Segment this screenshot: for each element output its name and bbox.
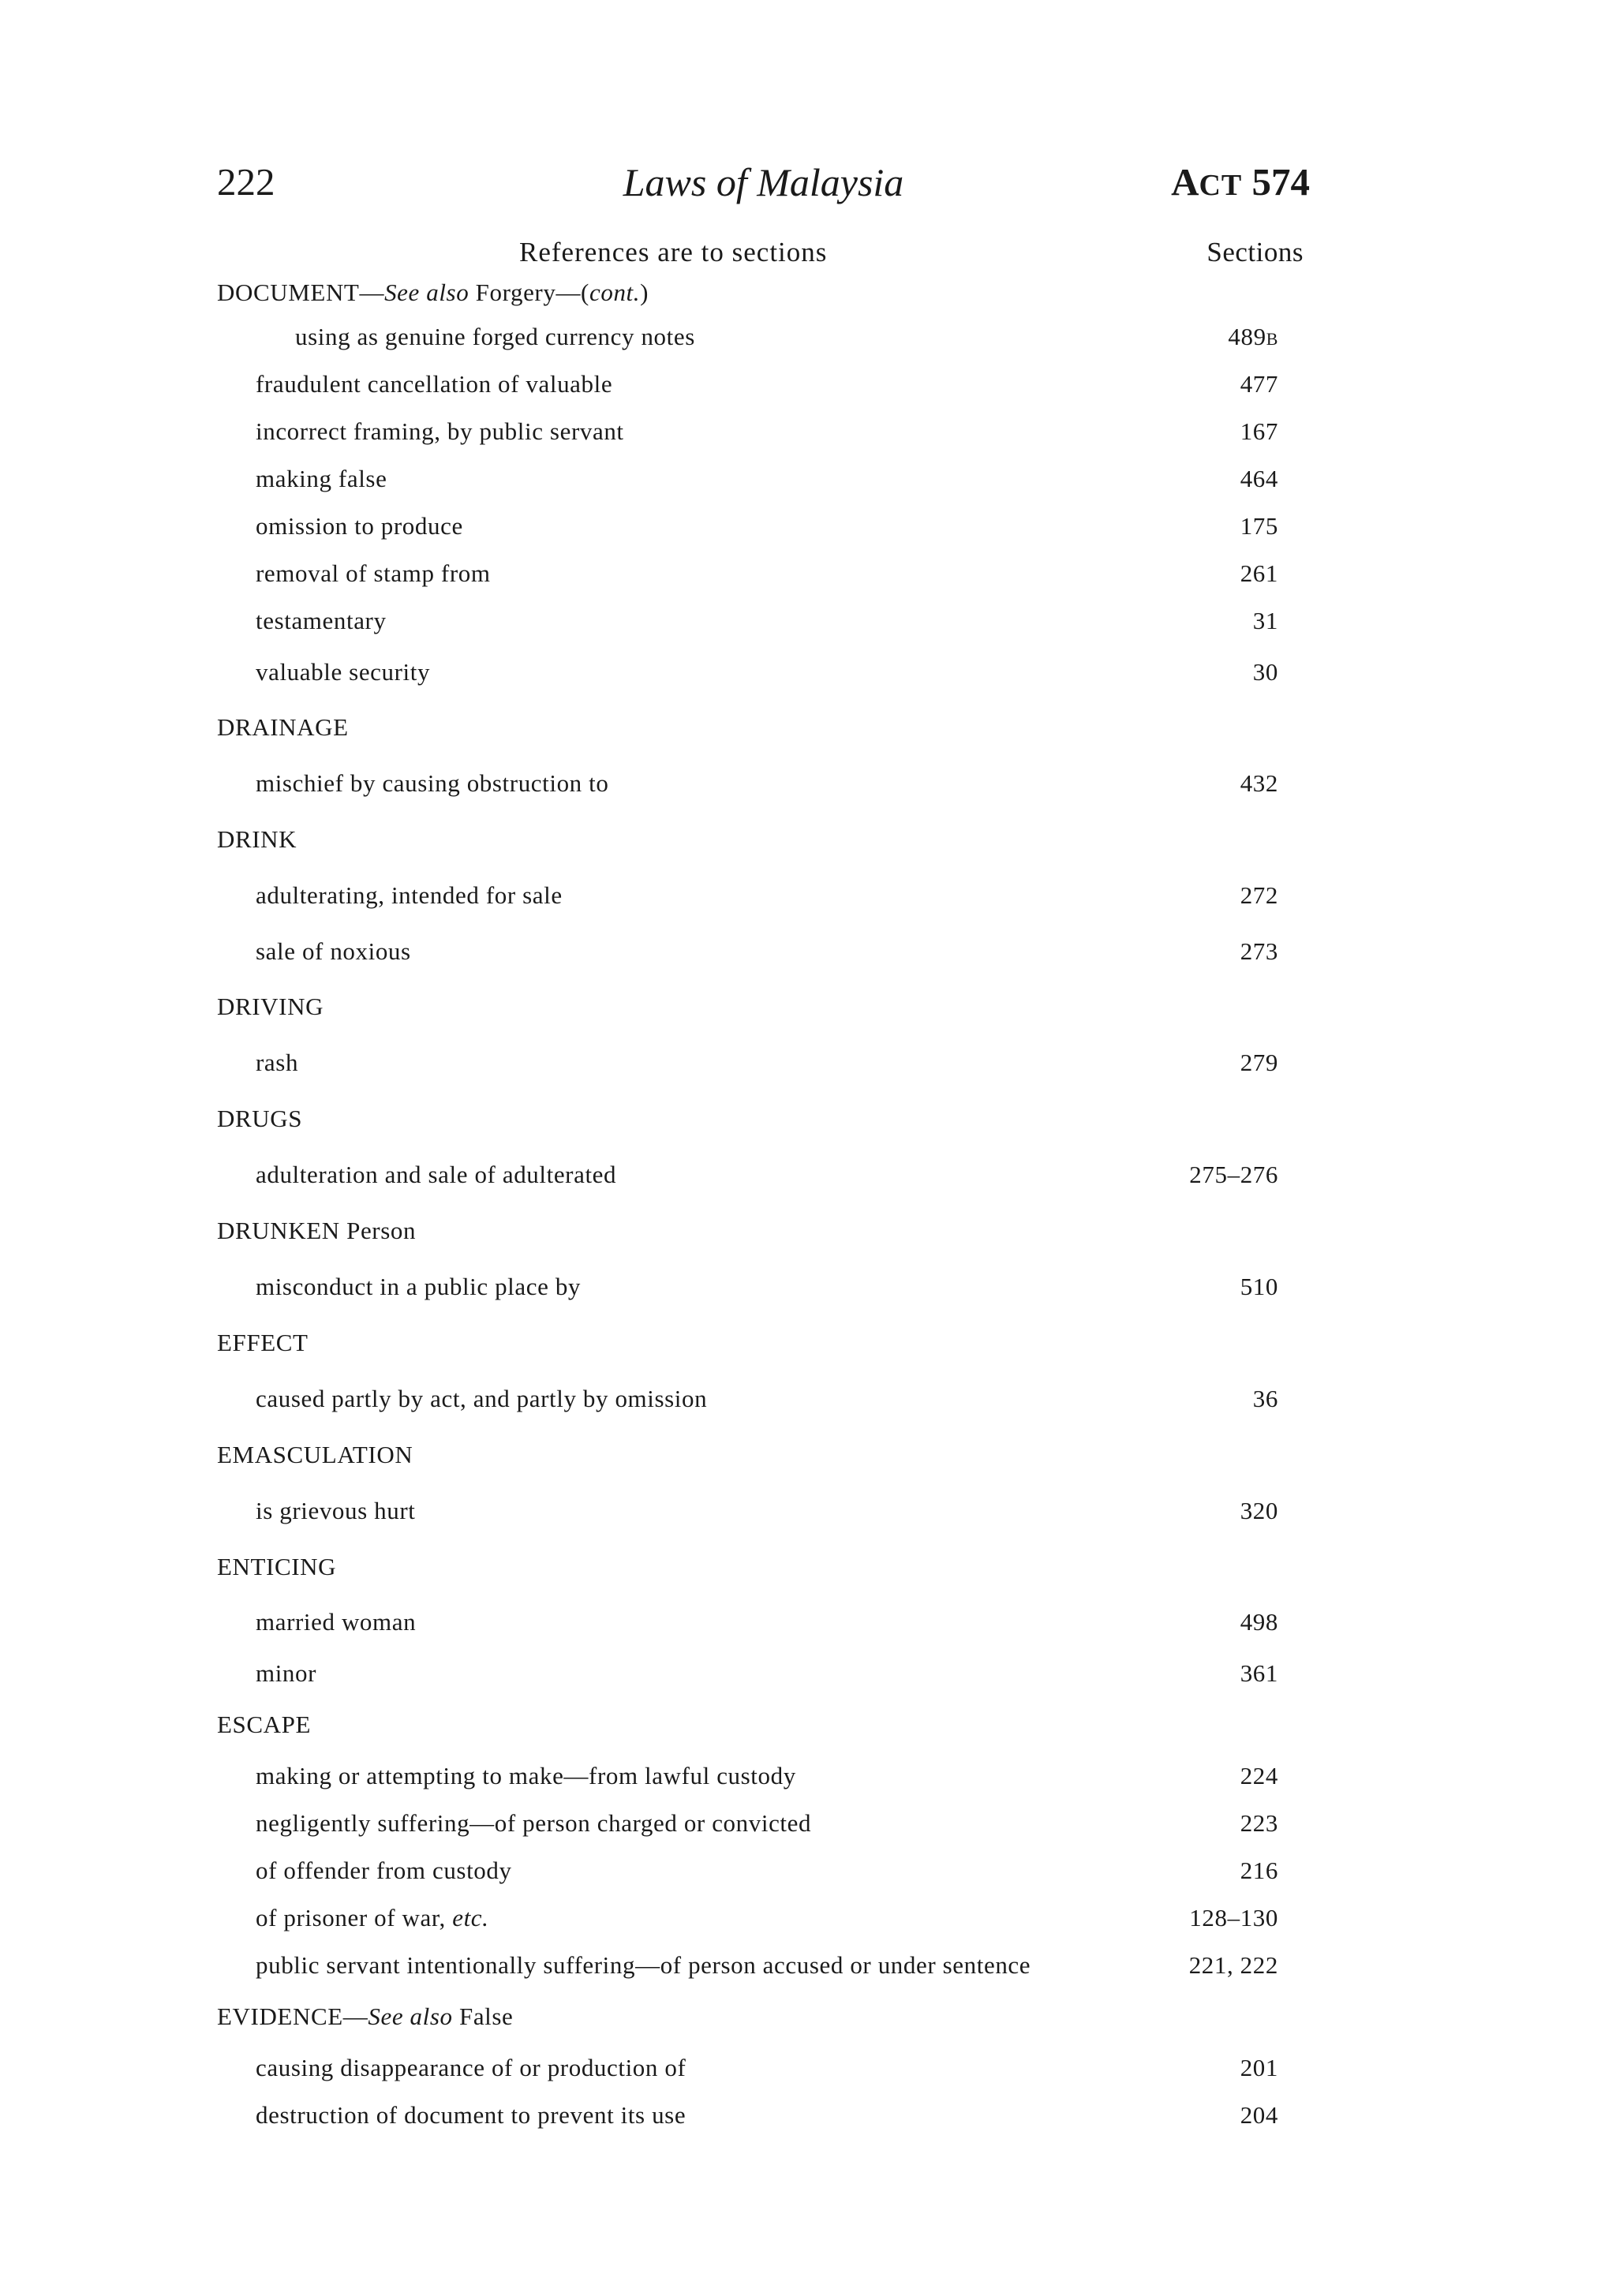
references-label: References are to sections xyxy=(519,237,828,267)
index-entry xyxy=(217,503,1278,550)
index-heading xyxy=(217,1539,1278,1595)
section-number: 273 xyxy=(1240,937,1278,965)
index-entry xyxy=(217,1894,1278,1942)
index-entries xyxy=(217,272,1310,2139)
entry-text: adulteration and sale of adulterated xyxy=(256,1161,617,1188)
index-entry xyxy=(217,1847,1278,1894)
section-number: 498 xyxy=(1240,1608,1278,1636)
page-header xyxy=(217,155,1310,210)
entry-text: is grievous hurt xyxy=(256,1497,416,1524)
section-number: 204 xyxy=(1240,2101,1278,2129)
index-entry xyxy=(217,1650,1278,1697)
entry-text: using as genuine forged currency notes xyxy=(295,323,695,350)
entry-text: mischief by causing obstruction to xyxy=(256,769,609,797)
page-number: 222 xyxy=(217,160,275,204)
index-entry xyxy=(217,2044,1278,2092)
index-entry xyxy=(217,1800,1278,1847)
section-number: 128–130 xyxy=(1189,1904,1278,1931)
index-entry xyxy=(217,924,1278,979)
index-entry xyxy=(217,2092,1278,2139)
section-number: 361 xyxy=(1240,1659,1278,1687)
section-number: 464 xyxy=(1240,465,1278,492)
running-title: Laws of Malaysia xyxy=(623,160,904,204)
heading-text: DRAINAGE xyxy=(217,713,349,741)
section-number: 272 xyxy=(1240,881,1278,909)
index-entry xyxy=(217,1034,1278,1091)
entry-text: of prisoner of war, etc. xyxy=(256,1904,489,1931)
entry-text: rash xyxy=(256,1049,299,1076)
entry-text: minor xyxy=(256,1659,317,1687)
index-entry xyxy=(217,1942,1278,1989)
index-entry xyxy=(217,597,1278,645)
heading-text: EMASCULATION xyxy=(217,1441,413,1468)
heading-text: ENTICING xyxy=(217,1553,337,1580)
index-entry xyxy=(217,455,1278,503)
index-heading xyxy=(217,1697,1278,1752)
entry-text: negligently suffering—of person charged or convicted xyxy=(256,1809,812,1837)
index-entry xyxy=(217,361,1278,408)
section-number: 223 xyxy=(1240,1809,1278,1837)
entry-text: incorrect framing, by public servant xyxy=(256,417,624,445)
heading-text: EFFECT xyxy=(217,1329,309,1356)
entry-text: public servant intentionally suffering—of person accused or under sentence xyxy=(256,1951,1031,1979)
index-heading xyxy=(217,979,1278,1034)
section-number: 510 xyxy=(1240,1273,1278,1300)
entry-text: married woman xyxy=(256,1608,417,1636)
index-heading xyxy=(217,272,1278,313)
heading-text: DRUNKEN Person xyxy=(217,1217,417,1244)
act-number: 574 xyxy=(1251,160,1310,204)
section-suffix: B xyxy=(1266,329,1278,349)
heading-text: ESCAPE xyxy=(217,1711,312,1738)
entry-text: of offender from custody xyxy=(256,1857,512,1884)
index-heading xyxy=(217,700,1278,755)
section-number: 261 xyxy=(1240,559,1278,587)
entry-text: making false xyxy=(256,465,387,492)
heading-text: EVIDENCE—See also False xyxy=(217,2002,514,2030)
index-entry xyxy=(217,755,1278,812)
index-entry xyxy=(217,1752,1278,1800)
act-prefix-rest: CT xyxy=(1199,169,1243,202)
index-heading xyxy=(217,1203,1278,1258)
section-number: 216 xyxy=(1240,1857,1278,1884)
section-number: 477 xyxy=(1240,370,1278,398)
heading-text: DRIVING xyxy=(217,993,324,1020)
index-entry xyxy=(217,1595,1278,1650)
section-number: 30 xyxy=(1252,658,1278,686)
entry-text: omission to produce xyxy=(256,512,463,540)
section-number: 432 xyxy=(1240,769,1278,797)
entry-text: removal of stamp from xyxy=(256,559,491,587)
section-number: 201 xyxy=(1240,2054,1278,2081)
entry-text: misconduct in a public place by xyxy=(256,1273,582,1300)
index-entry xyxy=(217,313,1278,361)
entry-text: fraudulent cancellation of valuable xyxy=(256,370,613,398)
sections-label: Sections xyxy=(1206,237,1304,267)
entry-text: adulterating, intended for sale xyxy=(256,881,563,909)
section-number: 221, 222 xyxy=(1188,1951,1278,1979)
index-heading xyxy=(217,1427,1278,1483)
index-heading xyxy=(217,1091,1278,1146)
index-entry xyxy=(217,1483,1278,1539)
index-entry xyxy=(217,867,1278,924)
section-number: 36 xyxy=(1252,1385,1278,1412)
entry-text: destruction of document to prevent its use xyxy=(256,2101,686,2129)
index-entry xyxy=(217,550,1278,597)
section-number: 31 xyxy=(1252,607,1278,634)
index-entry xyxy=(217,645,1278,700)
section-number: 175 xyxy=(1240,512,1278,540)
section-number: 275–276 xyxy=(1189,1161,1278,1188)
section-number: 489B xyxy=(1228,323,1278,350)
entry-text: testamentary xyxy=(256,607,387,634)
index-heading xyxy=(217,1989,1278,2044)
entry-text: causing disappearance of or production of xyxy=(256,2054,686,2081)
act-prefix-initial: A xyxy=(1171,160,1199,204)
entry-text: valuable security xyxy=(256,658,431,686)
entry-text: making or attempting to make—from lawful custody xyxy=(256,1762,796,1789)
heading-text: DRUGS xyxy=(217,1105,303,1132)
index-heading xyxy=(217,812,1278,867)
section-number: 224 xyxy=(1240,1762,1278,1789)
index-entry xyxy=(217,408,1278,455)
heading-text: DOCUMENT—See also Forgery—(cont.) xyxy=(217,279,649,306)
entry-text: sale of noxious xyxy=(256,937,411,965)
entry-text: caused partly by act, and partly by omission xyxy=(256,1385,708,1412)
index-entry xyxy=(217,1370,1278,1427)
heading-text: DRINK xyxy=(217,825,297,853)
index-heading xyxy=(217,1315,1278,1370)
section-number: 320 xyxy=(1240,1497,1278,1524)
act-label xyxy=(1171,155,1310,213)
section-number: 167 xyxy=(1240,417,1278,445)
column-headings xyxy=(217,237,1310,276)
section-number: 279 xyxy=(1240,1049,1278,1076)
index-entry xyxy=(217,1258,1278,1315)
index-entry xyxy=(217,1146,1278,1203)
